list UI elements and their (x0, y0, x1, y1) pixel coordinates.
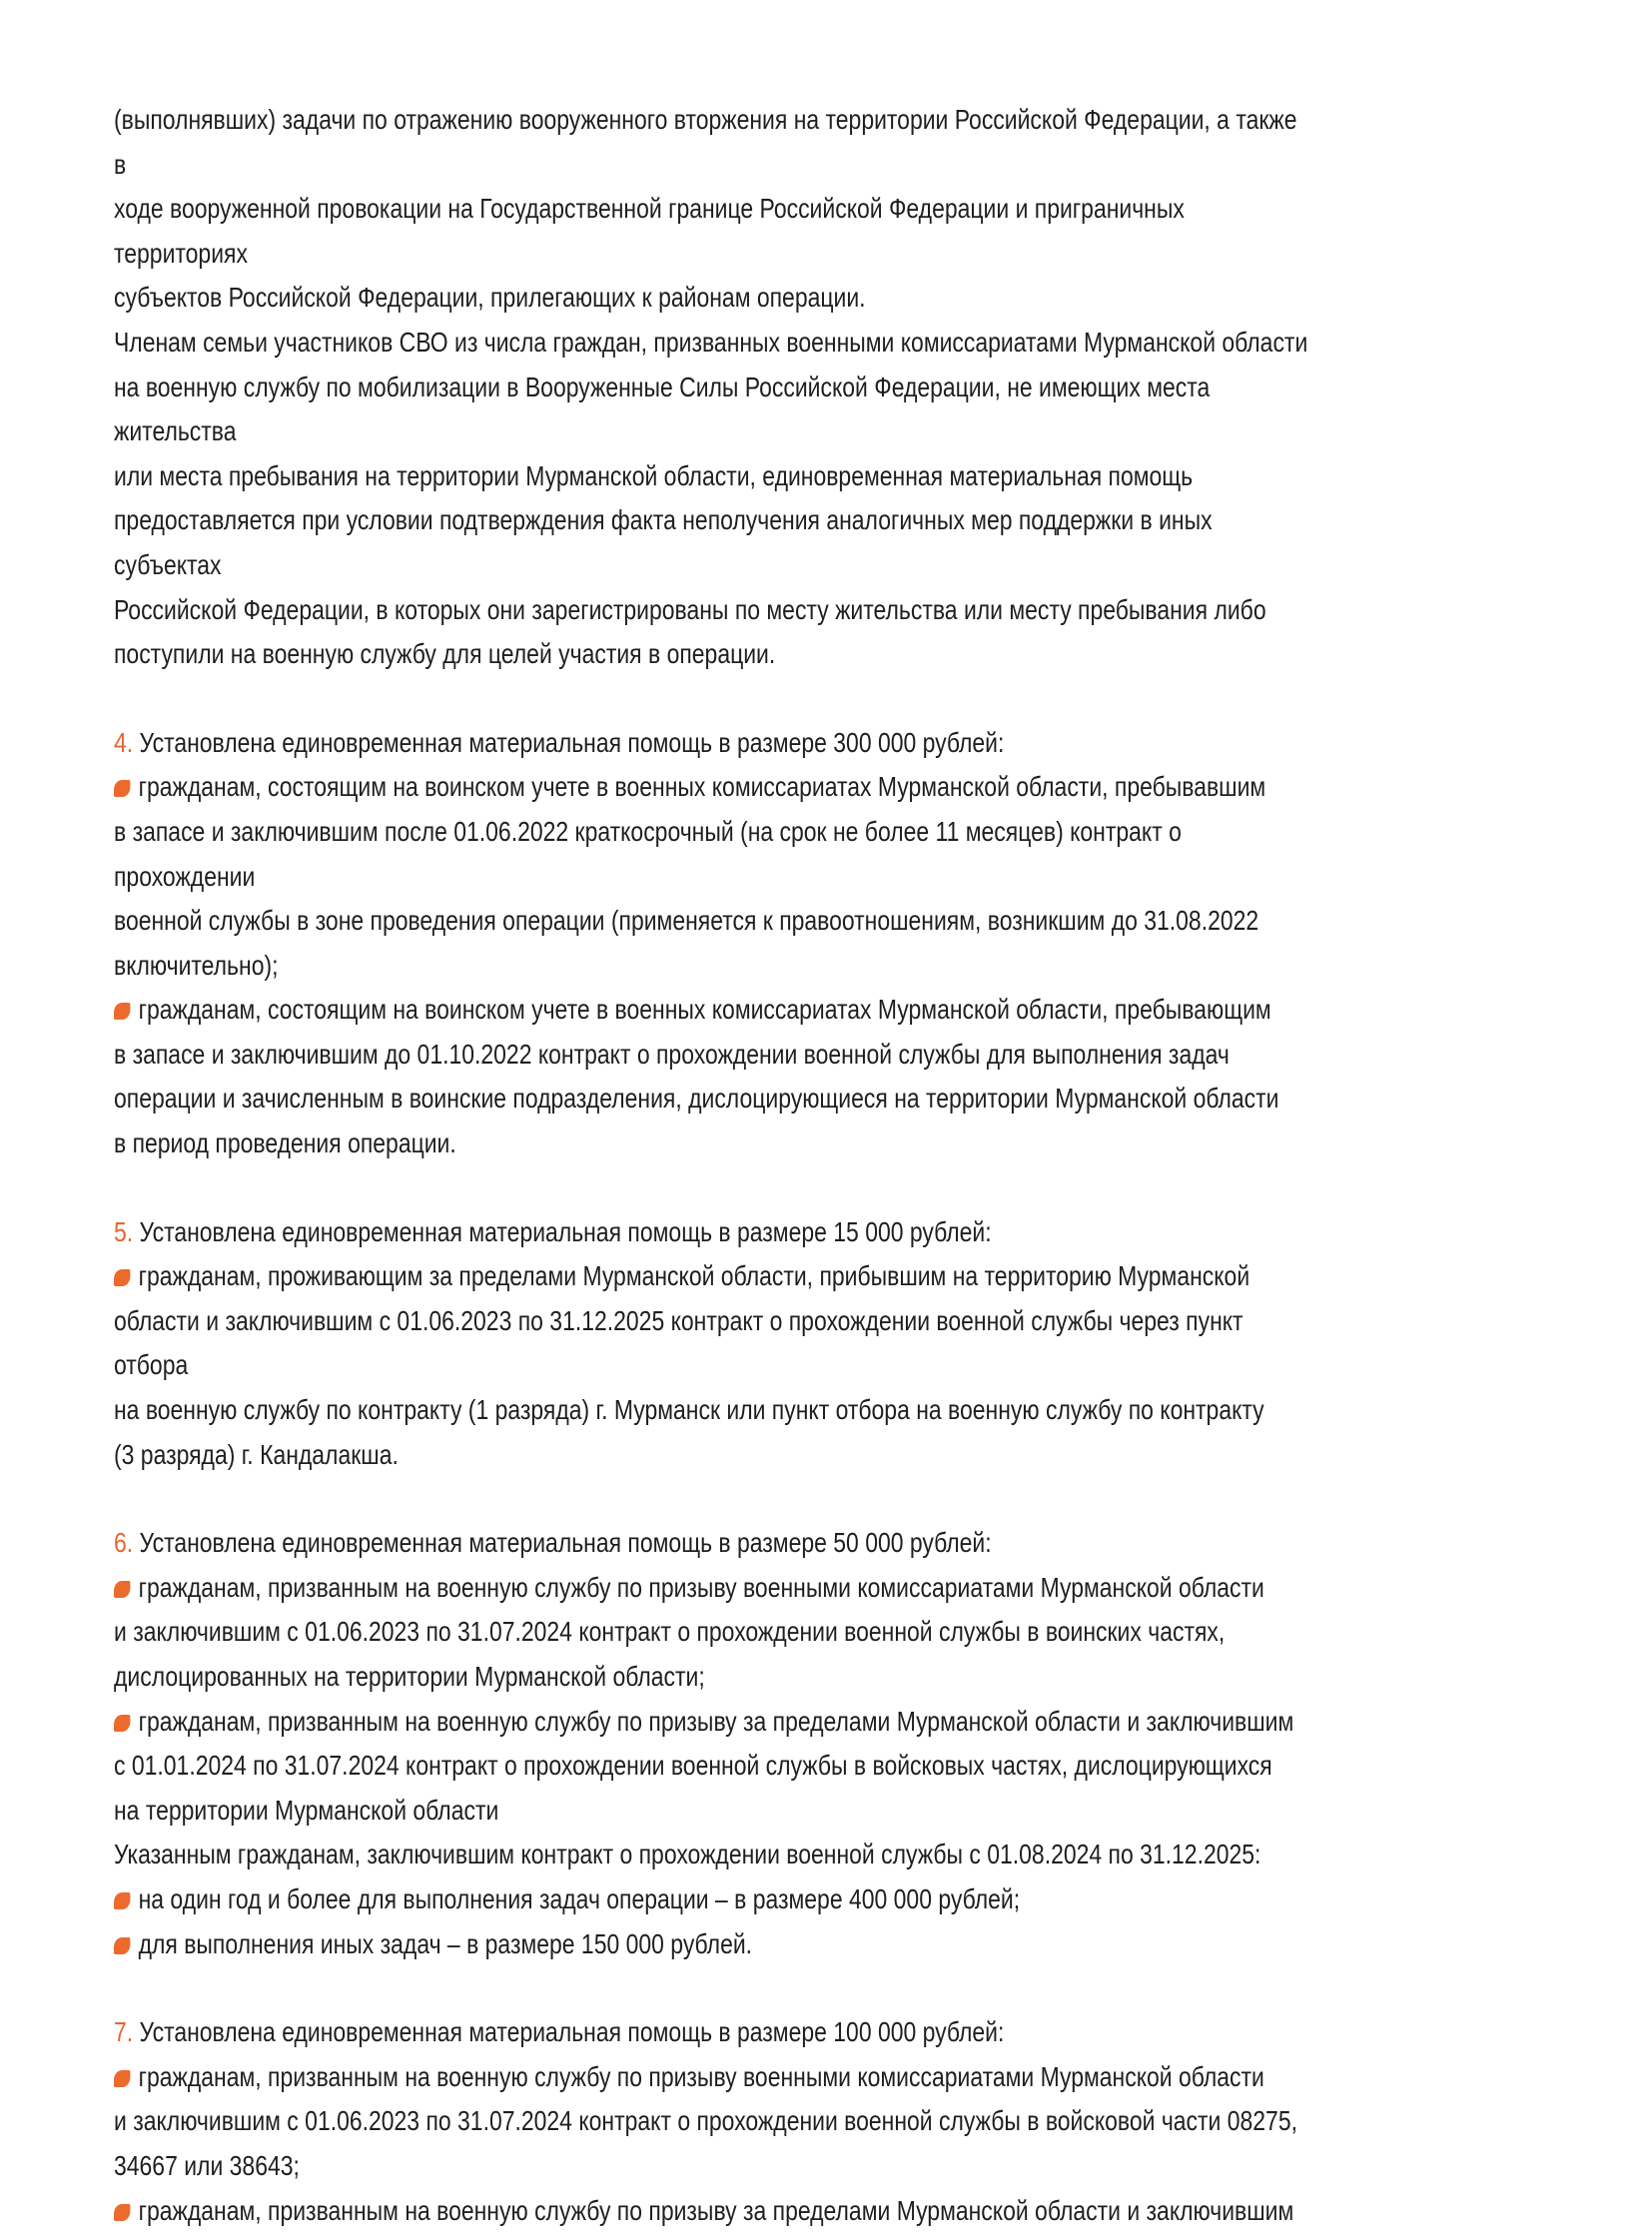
bullet-icon (114, 1937, 130, 1954)
list-item-text: на один год и более для выполнения задач операции – в размере 400 000 рублей; (138, 1882, 1021, 1914)
bullet-icon (114, 2204, 130, 2221)
list-item (114, 1566, 1309, 1700)
list-item-text: гражданам, проживающим за пределами Мурманской области, прибывшим на территорию Мурманской области и заключившим с 01.06.2023 по 31.12.2025 контракт о прохождении военной службы через пункт отбора на военную службу по контракту (1 разряда) г. Мурманск или пункт отбора на военную службу по контракту (3 разряда) г. Кандалакша. (114, 1260, 1264, 1470)
list-item (114, 2189, 1309, 2233)
list-item (114, 1922, 1309, 1967)
section-heading (114, 2010, 1309, 2055)
section-heading (114, 1521, 1309, 1566)
bullet-icon (114, 1003, 130, 1020)
list-item-text: гражданам, призванным на военную службу по призыву военными комиссариатами Мурманской области и заключившим с 01.06.2023 по 31.07.2024 контракт о прохождении военной службы в войсковой части 08275, 34667 или 38643; (114, 2060, 1297, 2181)
list-item-text: для выполнения иных задач – в размере 150 000 рублей. (138, 1927, 753, 1959)
section-heading-text: Установлена единовременная материальная помощь в размере 100 000 рублей: (139, 2016, 1005, 2048)
section-heading-text: Установлена единовременная материальная помощь в размере 300 000 рублей: (139, 726, 1005, 758)
section-heading (114, 1210, 1309, 1255)
list-item (114, 765, 1309, 988)
intro-paragraph: Членам семьи участников СВО из числа граждан, призванных военными комиссариатами Мурманской области на военную службу по мобилизации в Вооруженные Силы Российской Федерации, не имеющих места жительства или места пребывания на территории Мурманской области, единовременная материальная помощь предоставляется при условии подтверждения факта неполучения аналогичных мер поддержки в иных субъектах Российской Федерации, в которых они зарегистрированы по месту жительства или месту пребывания либо поступили на военную службу для целей участия в операции. (114, 326, 1308, 670)
list-item (114, 1254, 1309, 1477)
section-note: Указанным гражданам, заключившим контракт о прохождении военной службы с 01.08.2024 по 31.12.2025: (114, 1839, 1261, 1870)
section-4 (114, 721, 1309, 1166)
list-item-text: гражданам, призванным на военную службу по призыву за пределами Мурманской области и заключившим с 01.01.2024 по 31.07.2024 контракт о прохождении военной службы в войсковых частях, дислоцирующихся на территории Мурманской области (114, 1705, 1294, 1826)
bullet-icon (114, 1715, 130, 1732)
section-5 (114, 1210, 1309, 1478)
intro-paragraph: (выполнявших) задачи по отражению вооруженного вторжения на территории Российской Федерации, а также в ходе вооруженной провокации на Государственной границе Российской Федерации и приграничных территориях субъектов Российской Федерации, прилегающих к районам операции. (114, 104, 1297, 314)
list-item (114, 988, 1309, 1165)
list-item-text: гражданам, призванным на военную службу по призыву военными комиссариатами Мурманской области и заключившим с 01.06.2023 по 31.07.2024 контракт о прохождении военной службы в воинских частях, дислоцированных на территории Мурманской области; (114, 1571, 1264, 1692)
section-heading-text: Установлена единовременная материальная помощь в размере 50 000 рублей: (139, 1527, 992, 1559)
bullet-icon (114, 780, 130, 797)
section-heading (114, 721, 1309, 766)
section-number: 5. (114, 1215, 134, 1247)
bullet-icon (114, 1269, 130, 1286)
list-item-text: гражданам, состоящим на воинском учете в военных комиссариатах Мурманской области, пребывающим в запасе и заключившим до 01.10.2022 контракт о прохождении военной службы для выполнения задач операции и зачисленным в воинские подразделения, дислоцирующиеся на территории Мурманской области в период проведения операции. (114, 994, 1279, 1159)
section-number: 4. (114, 726, 134, 758)
list-item-text: гражданам, призванным на военную службу по призыву за пределами Мурманской области и заключившим (138, 2194, 1294, 2226)
list-item (114, 1700, 1309, 1834)
section-number: 6. (114, 1527, 134, 1559)
bullet-icon (114, 1892, 130, 1909)
section-heading-text: Установлена единовременная материальная помощь в размере 15 000 рублей: (139, 1215, 992, 1247)
bullet-icon (114, 2070, 130, 2087)
list-item-text: гражданам, состоящим на воинском учете в военных комиссариатах Мурманской области, пребывавшим в запасе и заключившим после 01.06.2022 краткосрочный (на срок не более 11 месяцев) контракт о прохождении военной службы в зоне проведения операции (применяется к правоотношениям, возникшим до 31.08.2022 включительно); (114, 771, 1266, 981)
section-number: 7. (114, 2016, 134, 2048)
section-6 (114, 1521, 1309, 1966)
section-7 (114, 2010, 1309, 2233)
list-item (114, 2055, 1309, 2189)
document-page (114, 98, 1309, 2233)
bullet-icon (114, 1581, 130, 1598)
list-item (114, 1877, 1309, 1922)
